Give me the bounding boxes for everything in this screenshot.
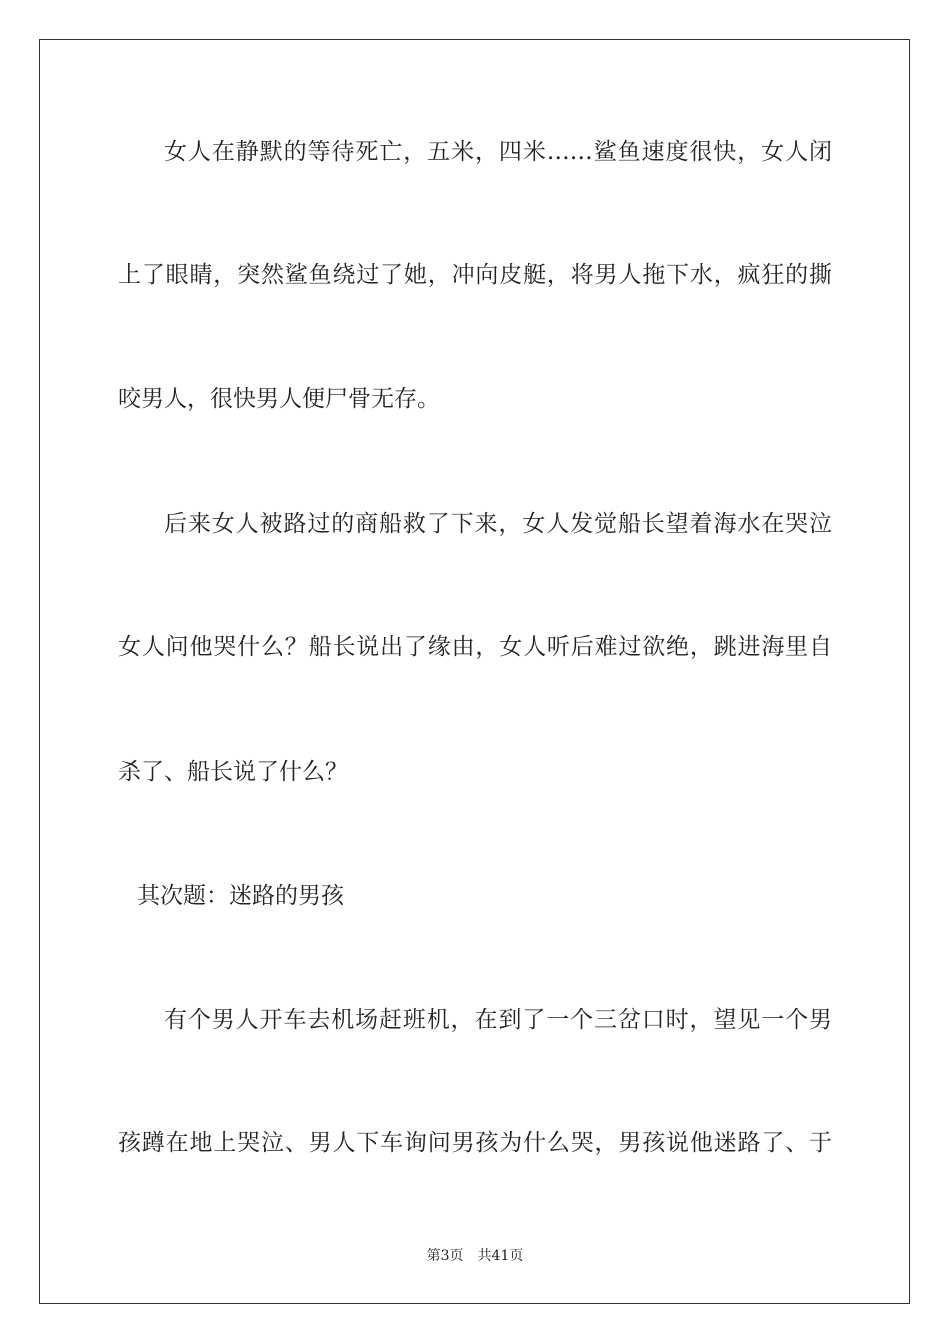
paragraph-line: 杀了、船长说了什么？ xyxy=(118,759,348,785)
paragraph-line: 咬男人，很快男人便尸骨无存。 xyxy=(118,386,440,412)
paragraph-line: 女人问他哭什么？船长说出了缘由，女人听后难过欲绝，跳进海里自 xyxy=(118,634,832,660)
page-footer xyxy=(0,1247,950,1265)
page-border xyxy=(39,39,910,1304)
paragraph-line: 女人在静默的等待死亡，五米，四米……鲨鱼速度很快，女人闭 xyxy=(164,139,832,165)
page-number: 第3页 xyxy=(426,1248,464,1264)
paragraph-line: 上了眼睛，突然鲨鱼绕过了她，冲向皮艇，将男人拖下水，疯狂的撕 xyxy=(118,262,832,288)
paragraph-line: 孩蹲在地上哭泣、男人下车询问男孩为什么哭，男孩说他迷路了、于 xyxy=(118,1130,832,1156)
paragraph-line: 有个男人开车去机场赶班机，在到了一个三岔口时，望见一个男 xyxy=(164,1007,832,1033)
paragraph-line: 后来女人被路过的商船救了下来，女人发觉船长望着海水在哭泣 xyxy=(164,511,832,537)
section-heading: 其次题：迷路的男孩 xyxy=(137,883,344,909)
page-total: 共41页 xyxy=(477,1248,524,1264)
